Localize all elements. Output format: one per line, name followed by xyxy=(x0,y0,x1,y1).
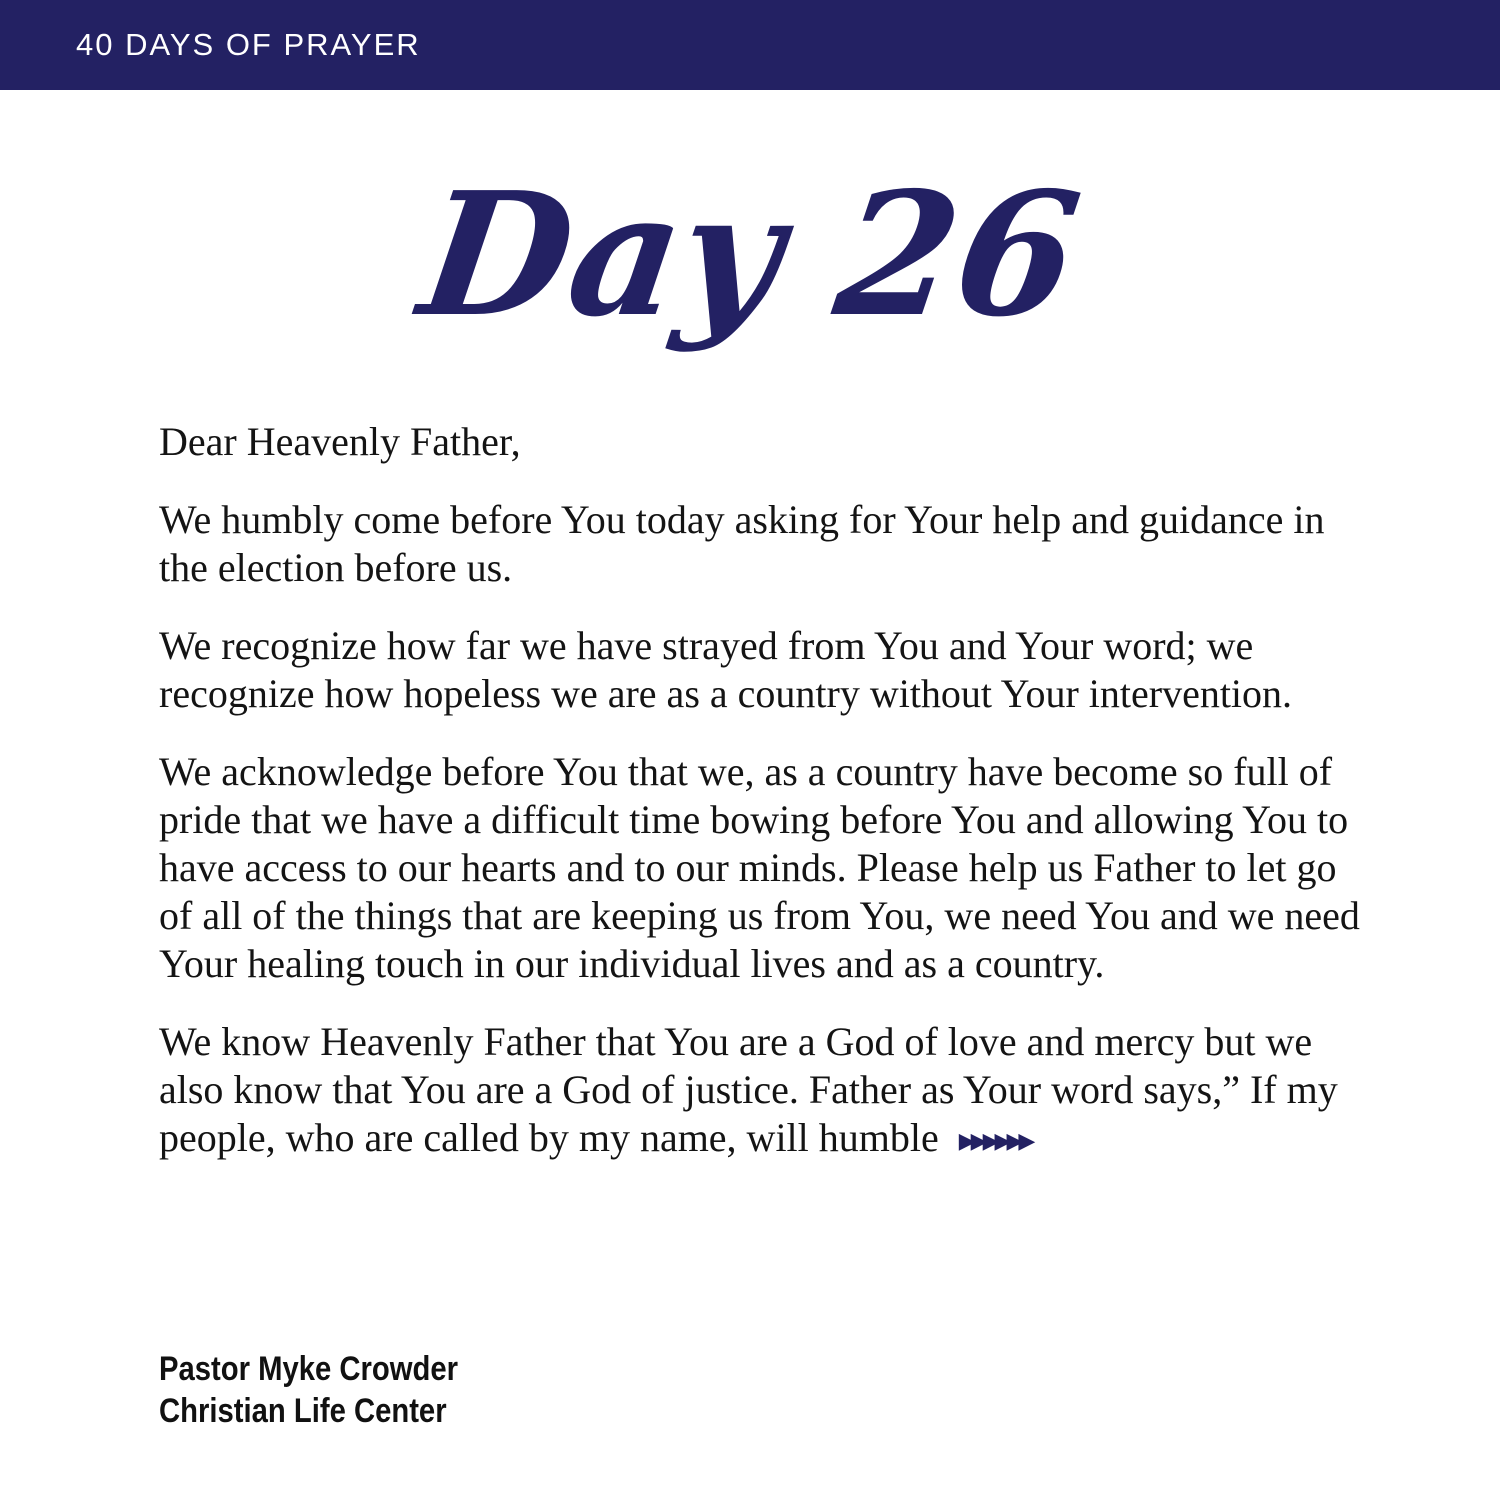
continue-arrows-icon: ▶▶▶▶▶▶ xyxy=(958,1128,1031,1154)
signature-church: Christian Life Center xyxy=(159,1392,447,1430)
header-bar xyxy=(0,0,1500,90)
paragraph-1: We humbly come before You today asking for Your help and guidance in the election before us. xyxy=(159,497,1325,590)
signature-name: Pastor Myke Crowder xyxy=(159,1350,458,1388)
paragraph-2: We recognize how far we have strayed from You and Your word; we recognize how hopeless we are as a country without Your intervention. xyxy=(159,623,1293,716)
paragraph-3: We acknowledge before You that we, as a country have become so full of pride that we have a difficult time bowing before You and allowing You to have access to our hearts and to our minds. Please help us Father to let go of all of the things that are keeping us from You, we need You and we need Your healing touch in our individual lives and as a country. xyxy=(159,749,1360,986)
prayer-letter xyxy=(159,418,1369,1196)
day-title: Day 26 xyxy=(409,155,1091,355)
signature xyxy=(159,1348,458,1432)
paragraph-4 xyxy=(159,1018,1369,1166)
series-title: 40 DAYS OF PRAYER xyxy=(76,27,421,62)
salutation: Dear Heavenly Father, xyxy=(159,419,521,464)
paragraph-4-text: We know Heavenly Father that You are a God of love and mercy but we also know that You are a God of justice. Father as Your word says,” If my people, who are called by my name, will humble xyxy=(159,1019,1338,1160)
